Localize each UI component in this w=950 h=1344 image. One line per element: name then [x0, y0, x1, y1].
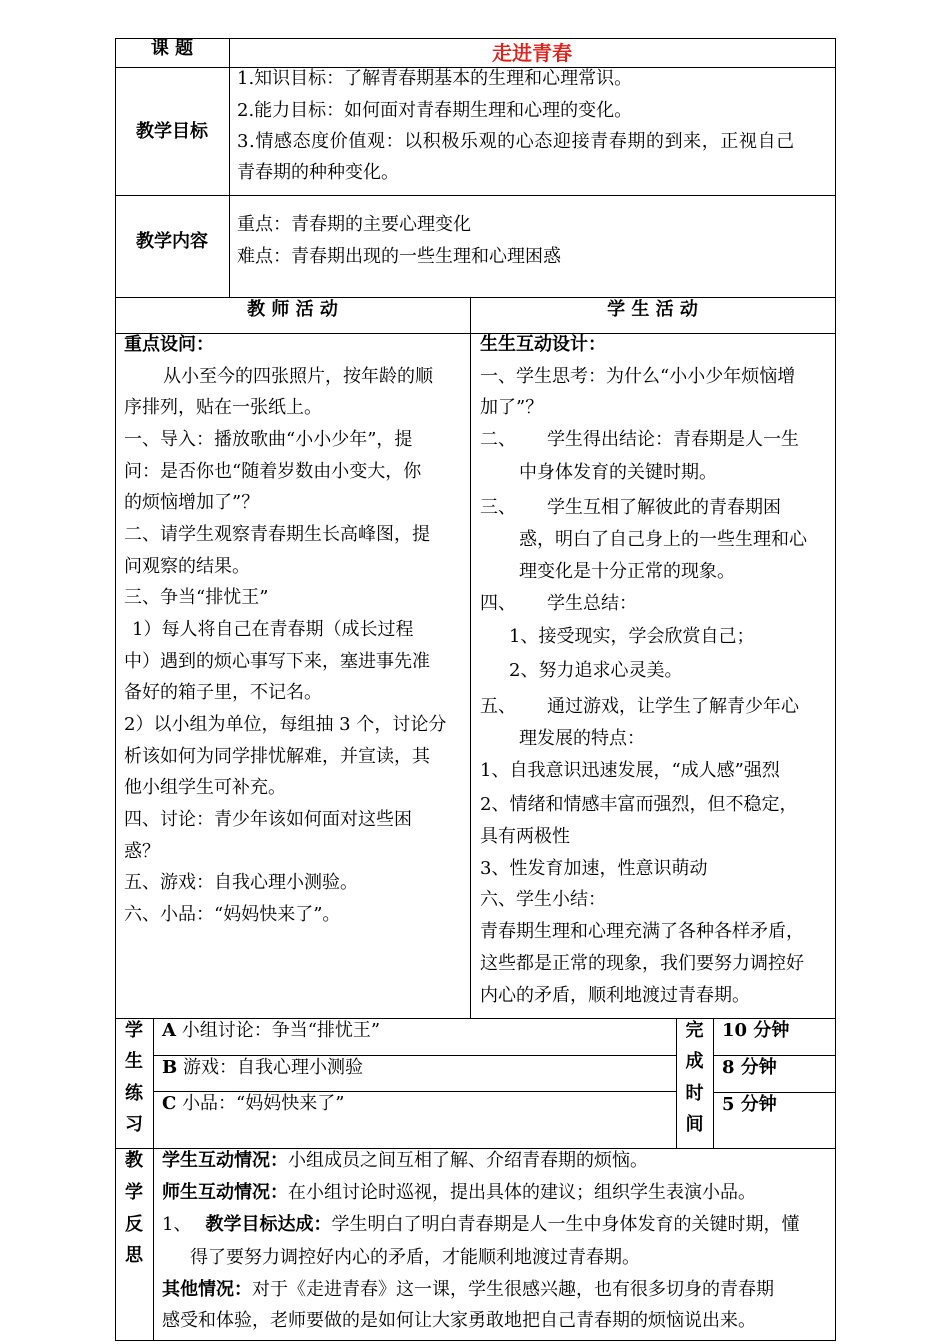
student-line: 六、学生小结：: [480, 889, 606, 910]
student-line: 通过游戏，让学生了解青少年心: [547, 696, 799, 717]
student-line: 1、自我意识迅速发展，“成人感”强烈: [480, 760, 780, 781]
student-line: 三、: [480, 497, 516, 518]
reflection-heading: 学生互动情况：: [162, 1150, 288, 1171]
practice-item-text: 小品：“妈妈快来了”: [182, 1093, 345, 1114]
reflection-number: 1、: [162, 1214, 192, 1235]
teacher-activity-header: 教 师 活 动: [247, 299, 338, 320]
goal-line: 1.知识目标：了解青春期基本的生理和心理常识。: [237, 68, 633, 89]
content-line: 重点：青春期的主要心理变化: [237, 214, 471, 235]
content-line: 难点：青春期出现的一些生理和心理困惑: [237, 246, 561, 267]
reflection-line: 得了要努力调控好内心的矛盾，才能顺利地渡过青春期。: [190, 1247, 640, 1268]
practice-time: 8 分钟: [722, 1057, 777, 1078]
student-activity-header: 学 生 活 动: [607, 299, 698, 320]
practice-item-letter: C: [162, 1093, 177, 1114]
teacher-line: 序排列，贴在一张纸上。: [124, 397, 322, 418]
content-label: 教学内容: [136, 231, 208, 252]
student-line: 四、: [480, 593, 516, 614]
student-heading: 生生互动设计：: [480, 334, 606, 355]
student-line: 理发展的特点：: [519, 728, 645, 749]
time-label-char: 成: [685, 1051, 704, 1072]
teacher-line: 2）以小组为单位，每组抽 3 个，讨论分: [124, 714, 447, 735]
student-line: 加了”？: [480, 397, 544, 418]
practice-label-char: 练: [125, 1083, 143, 1104]
reflection-label-char: 反: [125, 1214, 143, 1235]
time-label-char: 完: [685, 1020, 704, 1041]
reflection-line: [162, 1278, 774, 1302]
student-line: 1、接受现实，学会欣赏自己；: [509, 626, 755, 647]
student-line: 2、情绪和情感丰富而强烈，但不稳定，: [480, 794, 798, 815]
student-line: 二、: [480, 429, 516, 450]
reflection-text: 小组成员之间互相了解、介绍青春期的烦恼。: [288, 1150, 648, 1171]
rule: [470, 297, 471, 1018]
teacher-line: 问观察的结果。: [124, 556, 250, 577]
reflection-text: 对于《走进青春》这一课，学生很感兴趣，也有很多切身的青春期: [252, 1279, 774, 1300]
student-line: 学生得出结论：青春期是人一生: [547, 429, 799, 450]
rule: [835, 38, 836, 1341]
rule: [153, 1018, 154, 1341]
rule: [115, 195, 836, 196]
teacher-line: 五、游戏：自我心理小测验。: [124, 872, 358, 893]
topic-label: 课 题: [150, 38, 194, 59]
goals-label: 教学目标: [136, 121, 208, 142]
teacher-line: 他小组学生可补充。: [124, 777, 286, 798]
reflection-line: [162, 1181, 756, 1205]
practice-time: 10 分钟: [722, 1020, 790, 1041]
time-label-char: 时: [685, 1083, 704, 1104]
rule: [115, 333, 836, 334]
teacher-line: 六、小品：“妈妈快来了”。: [124, 904, 341, 925]
student-line: 理变化是十分正常的现象。: [519, 561, 735, 582]
lesson-title: 走进青春: [492, 41, 572, 65]
student-line: 一、学生思考：为什么“小小少年烦恼增: [480, 366, 796, 387]
student-line: 五、: [480, 696, 516, 717]
teacher-line: 三、争当“排忧王”: [124, 587, 269, 608]
student-line: 青春期生理和心理充满了各种各样矛盾，: [480, 921, 804, 942]
rule: [115, 1340, 836, 1341]
practice-item: [162, 1092, 344, 1116]
rule: [713, 1018, 714, 1148]
reflection-heading: 其他情况：: [162, 1279, 252, 1300]
practice-item-text: 游戏：自我心理小测验: [182, 1057, 363, 1078]
student-line: 中身体发育的关键时期。: [519, 462, 717, 483]
reflection-heading: 师生互动情况：: [162, 1182, 288, 1203]
goal-line: 青春期的种种变化。: [237, 162, 399, 183]
reflection-text: 学生明白了明白青春期是人一生中身体发育的关键时期，懂: [331, 1214, 800, 1235]
student-line: 内心的矛盾，顺利地渡过青春期。: [480, 985, 750, 1006]
student-line: 这些都是正常的现象，我们要努力调控好: [480, 953, 804, 974]
reflection-label-char: 教: [125, 1150, 143, 1171]
reflection-label-char: 思: [125, 1245, 143, 1266]
teacher-line: 二、请学生观察青春期生长高峰图，提: [124, 524, 430, 545]
goal-line: 3.情感态度价值观：以积极乐观的心态迎接青春期的到来，正视自己: [237, 131, 795, 152]
teacher-line: 1）每人将自己在青春期（成长过程: [132, 619, 414, 640]
teacher-line: 一、导入：播放歌曲“小小少年”，提: [124, 429, 413, 450]
teacher-line: 析该如何为同学排忧解难，并宣读，其: [124, 746, 430, 767]
teacher-line: 问：是否你也“随着岁数由小变大，你: [124, 461, 422, 482]
teacher-line: 的烦恼增加了”？: [124, 492, 260, 513]
reflection-line: 感受和体验，老师要做的是如何让大家勇敢地把自己青春期的烦恼说出来。: [162, 1310, 756, 1331]
practice-label-char: 学: [125, 1020, 143, 1041]
practice-item-letter: A: [162, 1020, 176, 1041]
teacher-line: 从小至今的四张照片，按年龄的顺: [163, 366, 433, 387]
goal-line: 2.能力目标：如何面对青春期生理和心理的变化。: [237, 100, 633, 121]
reflection-heading: 教学目标达成：: [205, 1214, 332, 1235]
student-line: 学生总结：: [547, 593, 637, 614]
reflection-text: 在小组讨论时巡视，提出具体的建议；组织学生表演小品。: [288, 1182, 756, 1203]
practice-label-char: 生: [125, 1051, 143, 1072]
teacher-line: 中）遇到的烦心事写下来，塞进事先准: [124, 651, 430, 672]
reflection-line: [162, 1149, 648, 1173]
practice-item: [162, 1019, 380, 1043]
teacher-heading: 重点设问：: [124, 334, 214, 355]
student-line: 具有两极性: [480, 826, 570, 847]
practice-item-text: 小组讨论：争当“排忧王”: [181, 1020, 381, 1041]
practice-label-char: 习: [125, 1114, 143, 1135]
practice-item: [162, 1056, 363, 1080]
teacher-line: 备好的箱子里，不记名。: [124, 682, 322, 703]
student-line: 3、性发育加速，性意识萌动: [480, 858, 708, 879]
rule: [229, 38, 230, 297]
reflection-line: [162, 1213, 799, 1237]
practice-time: 5 分钟: [722, 1094, 777, 1115]
teacher-line: 惑？: [124, 841, 160, 862]
teacher-line: 四、讨论：青少年该如何面对这些困: [124, 809, 412, 830]
practice-item-letter: B: [162, 1057, 178, 1078]
time-label-char: 间: [685, 1114, 704, 1135]
student-line: 学生互相了解彼此的青春期困: [547, 497, 781, 518]
student-line: 惑，明白了自己身上的一些生理和心: [519, 529, 807, 550]
reflection-label-char: 学: [125, 1182, 143, 1203]
student-line: 2、努力追求心灵美。: [509, 660, 683, 681]
